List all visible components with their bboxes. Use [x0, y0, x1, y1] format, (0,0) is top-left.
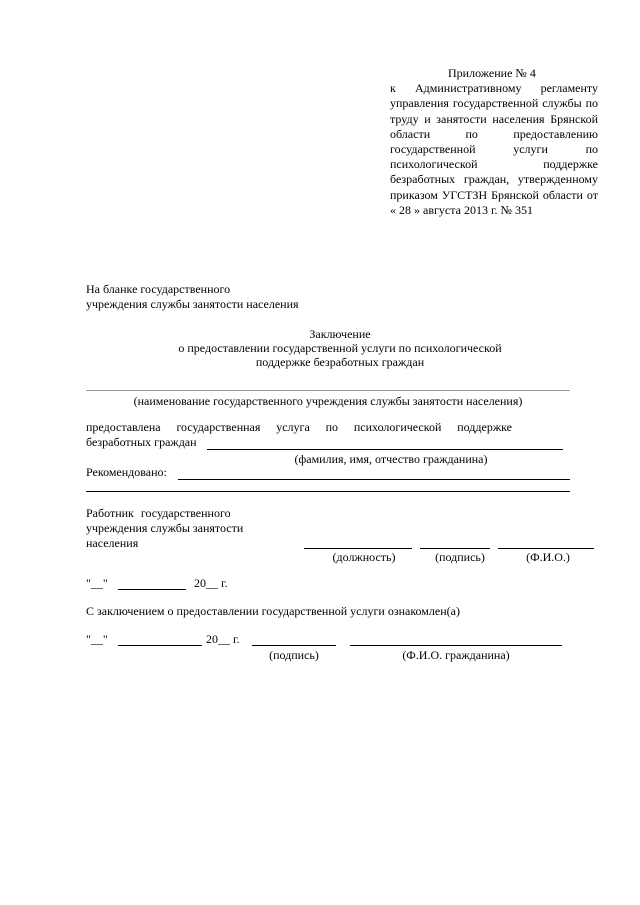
- letterhead-line-2: учреждения службы занятости населения: [86, 297, 299, 311]
- appendix-title: Приложение № 4: [448, 66, 536, 80]
- institution-name-caption: (наименование государственного учреждения службы занятости населения): [133, 394, 523, 408]
- date2-day: "__": [86, 632, 108, 646]
- service-word: государственная: [176, 420, 261, 434]
- citizen-name-line[interactable]: [207, 449, 563, 450]
- citizen-signature-line[interactable]: [252, 645, 336, 646]
- recommended-line-1[interactable]: [178, 479, 570, 480]
- service-line-2: безработных граждан: [86, 435, 197, 449]
- date1-day: "__": [86, 576, 108, 590]
- institution-name-line[interactable]: [86, 390, 570, 391]
- acknowledgement-text: С заключением о предоставлении государственной услуги ознакомлен(а): [86, 604, 460, 618]
- citizen-name-caption: (фамилия, имя, отчество гражданина): [294, 452, 488, 466]
- recommended-label: Рекомендовано:: [86, 465, 167, 479]
- date1-month-line[interactable]: [118, 589, 186, 590]
- service-word: услуга: [276, 420, 310, 434]
- document-subtitle-line-1: о предоставлении государственной услуги по психологической: [178, 341, 502, 355]
- worker-signature-caption: (подпись): [435, 550, 485, 564]
- date2-month-line[interactable]: [118, 645, 202, 646]
- appendix-text: к Административному регламенту управления государственной службы по труду и занятости населения Брянской области по предоставлению государственной услуги по психологической поддержке безработных граждан, утвержденному приказом УГСТЗН Брянской области от « 28 » августа 2013 г. № 351: [390, 81, 598, 217]
- recommended-line-2[interactable]: [86, 491, 570, 492]
- date2-year: 20__ г.: [206, 632, 240, 646]
- worker-position-line[interactable]: [304, 548, 412, 549]
- worker-name-line[interactable]: [498, 548, 594, 549]
- worker-name-caption: (Ф.И.О.): [526, 550, 570, 564]
- service-line-1: [86, 420, 512, 435]
- worker-label-line-3: населения: [86, 536, 139, 550]
- worker-label-line-1: Работник государственного: [86, 506, 231, 520]
- service-word: по: [325, 420, 339, 434]
- worker-signature-line[interactable]: [420, 548, 490, 549]
- date1-year: 20__ г.: [194, 576, 228, 590]
- document-title: Заключение: [309, 327, 371, 341]
- document-subtitle-line-2: поддержке безработных граждан: [255, 355, 425, 369]
- appendix-block: [390, 66, 598, 218]
- citizen-fio-caption: (Ф.И.О. гражданина): [402, 648, 510, 662]
- citizen-signature-caption: (подпись): [269, 648, 319, 662]
- service-word: поддержке: [457, 420, 512, 434]
- service-word: психологической: [353, 420, 442, 434]
- letterhead-line-1: На бланке государственного: [86, 282, 231, 296]
- worker-position-caption: (должность): [332, 550, 396, 564]
- service-word: предоставлена: [86, 420, 161, 434]
- citizen-fio-line[interactable]: [350, 645, 562, 646]
- worker-label-line-2: учреждения службы занятости: [86, 521, 244, 535]
